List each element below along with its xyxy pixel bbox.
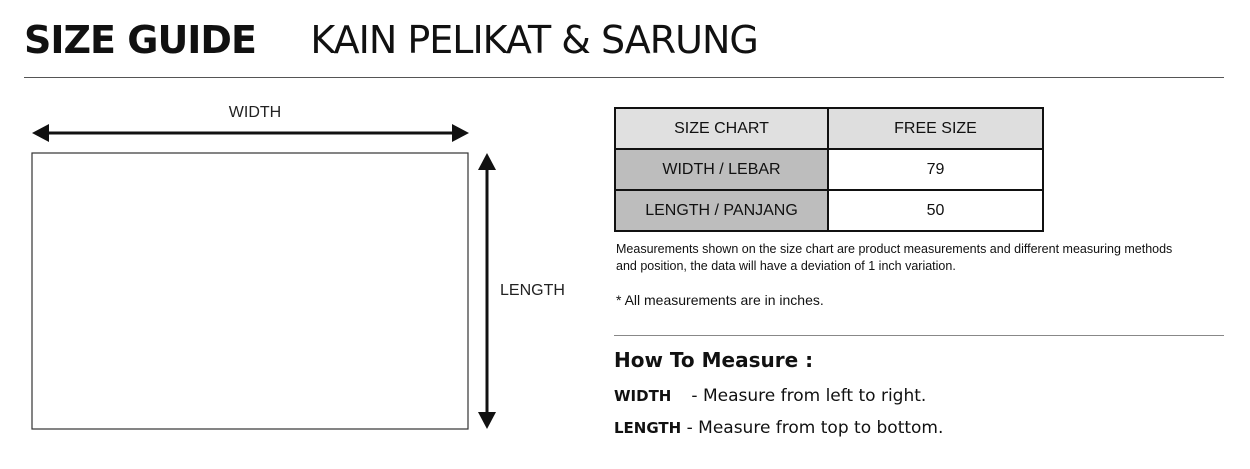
diagram-drawing [0, 0, 600, 469]
page-subtitle: KAIN PELIKAT & SARUNG [310, 18, 758, 62]
how-to-item-width [614, 386, 926, 406]
units-note: * All measurements are in inches. [616, 292, 824, 308]
measurement-diagram [0, 0, 600, 469]
width-label: WIDTH [228, 104, 282, 121]
how-to-item-length [614, 418, 943, 438]
row-value-width: 79 [828, 149, 1043, 190]
row-label-width: WIDTH / LEBAR [615, 149, 828, 190]
how-to-text-length: - Measure from top to bottom. [686, 418, 944, 438]
how-to-key-width: WIDTH [614, 387, 672, 405]
how-to-text-width: - Measure from left to right. [691, 386, 927, 406]
table-row [615, 190, 1043, 231]
how-to-key-length: LENGTH [614, 419, 682, 437]
page-title: SIZE GUIDE [24, 18, 256, 62]
length-arrow-icon [478, 153, 496, 429]
width-arrow-icon [32, 124, 469, 142]
length-label: LENGTH [500, 282, 565, 299]
section-divider [614, 335, 1224, 336]
deviation-note: Measurements shown on the size chart are product measurements and different measuring methods and position, the data will have a deviation of 1 inch variation. [616, 242, 1173, 273]
table-row [615, 149, 1043, 190]
size-chart-table [614, 107, 1044, 232]
row-value-length: 50 [828, 190, 1043, 231]
table-header-row [615, 108, 1043, 149]
size-chart-header: SIZE CHART [615, 108, 828, 149]
free-size-header: FREE SIZE [828, 108, 1043, 149]
how-to-measure-title: How To Measure : [614, 348, 814, 372]
row-label-length: LENGTH / PANJANG [615, 190, 828, 231]
fabric-rectangle [32, 153, 468, 429]
